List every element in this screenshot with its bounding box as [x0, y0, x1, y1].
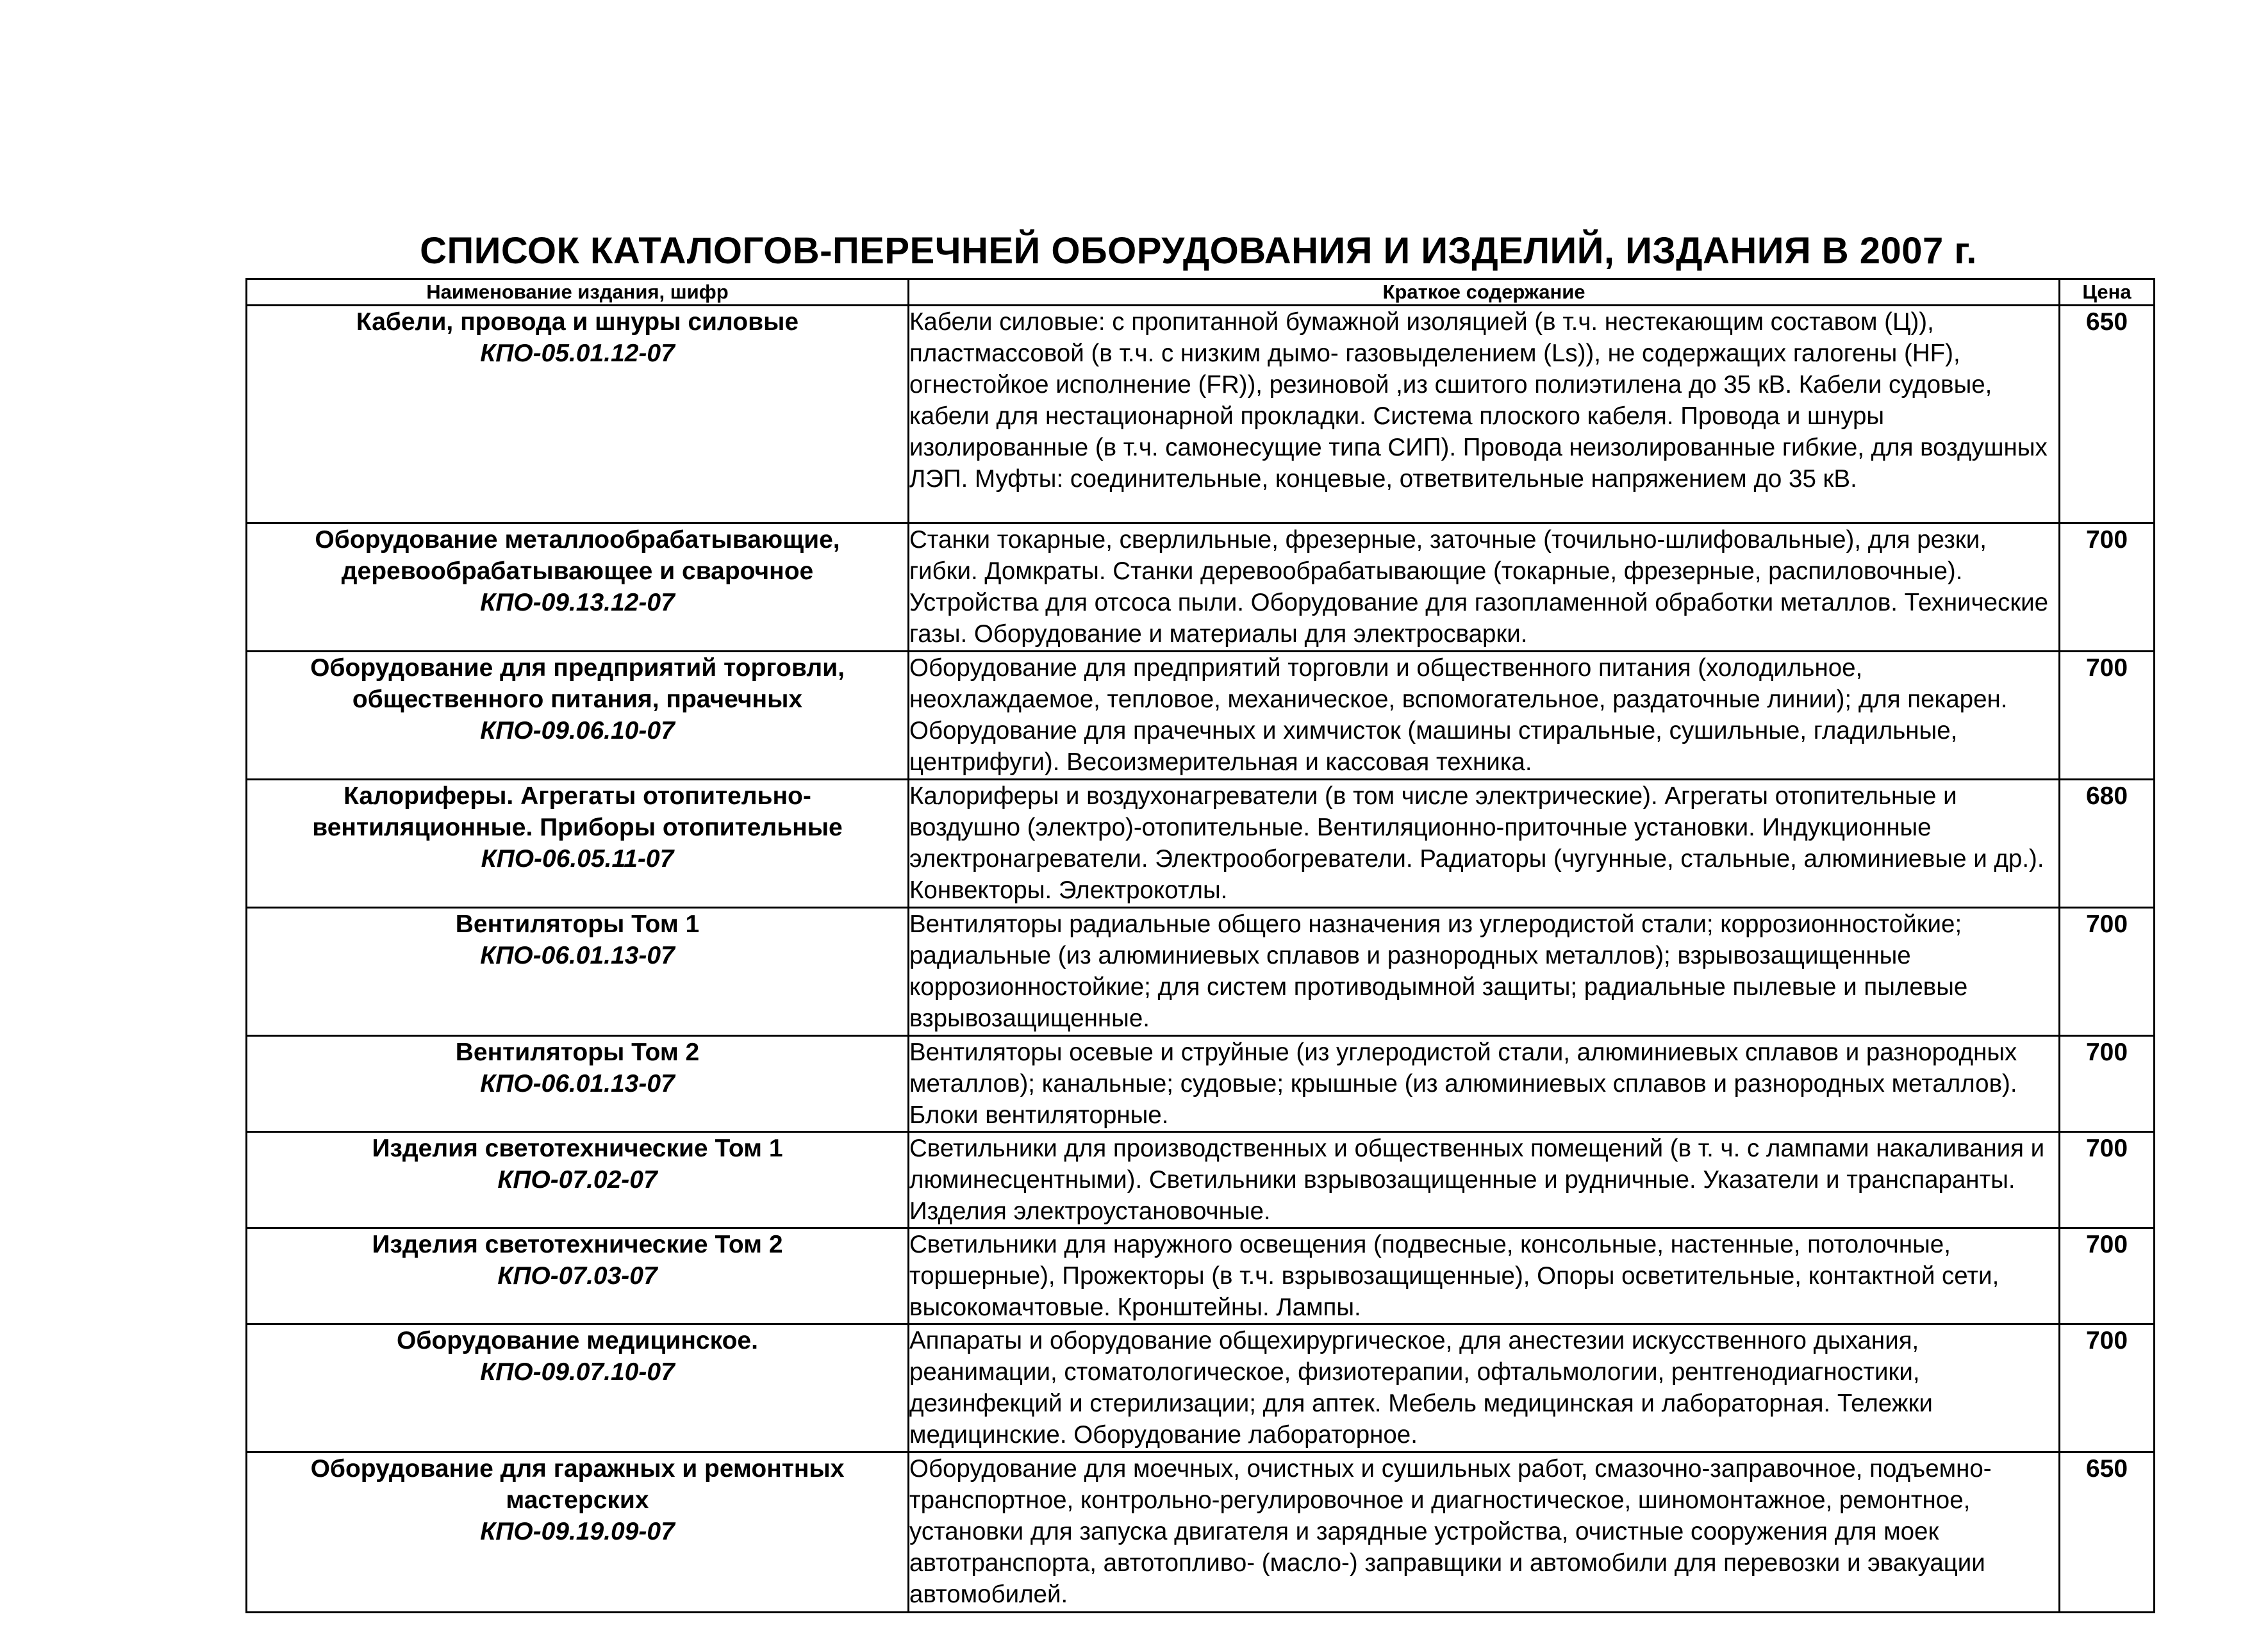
edition-price: 650: [2060, 306, 2155, 523]
edition-name-cell: [247, 1324, 909, 1452]
edition-price: 680: [2060, 780, 2155, 908]
edition-title: Вентиляторы Том 1: [455, 910, 700, 938]
edition-description: Калориферы и воздухонагреватели (в том числе электрические). Агрегаты отопительные и воздушно (электро)-отопительные. Вентиляционно-приточные установки. Индукционные электронагреватели. Электрообогреватели. Радиаторы (чугунные, стальные, алюминиевые и др.). Конвекторы. Электрокотлы.: [909, 780, 2060, 908]
table-header-row: [247, 279, 2155, 306]
header-description: Краткое содержание: [909, 279, 2060, 306]
edition-name-cell: [247, 1228, 909, 1324]
table-row: [247, 1132, 2155, 1228]
edition-title: Оборудование медицинское.: [397, 1327, 758, 1354]
edition-code: КПО-06.01.13-07: [480, 942, 675, 969]
edition-code: КПО-05.01.12-07: [480, 340, 675, 367]
edition-description: Светильники для производственных и общественных помещений (в т. ч. с лампами накаливания и люминесцентными). Светильники взрывозащищенные и рудничные. Указатели и транспаранты. Изделия электроустановочные.: [909, 1132, 2060, 1228]
edition-title: Оборудование металлообрабатывающие, деревообрабатывающее и сварочное: [315, 526, 840, 585]
catalog-table: [245, 278, 2155, 1613]
edition-price: 700: [2060, 1132, 2155, 1228]
table-row: [247, 1452, 2155, 1613]
edition-title: Вентиляторы Том 2: [455, 1039, 700, 1066]
edition-name-cell: [247, 306, 909, 523]
header-price: Цена: [2060, 279, 2155, 306]
edition-title: Калориферы. Агрегаты отопительно-вентиляционные. Приборы отопительные: [312, 782, 843, 841]
edition-description: Вентиляторы осевые и струйные (из углеродистой стали, алюминиевых сплавов и разнородных металлов); канальные; судовые; крышные (из алюминиевых сплавов и разнородных металлов). Блоки вентиляторные.: [909, 1036, 2060, 1132]
edition-description: Кабели силовые: с пропитанной бумажной изоляцией (в т.ч. нестекающим составом (Ц)), пластмассовой (в т.ч. с низким дымо- газовыделением (Ls)), не содержащих галогены (HF), огнестойкое исполнение (FR)), резиновой ,из сшитого полиэтилена до 35 кВ. Кабели судовые, кабели для нестационарной прокладки. Система плоского кабеля. Провода и шнуры изолированные (в т.ч. самонесущие типа СИП). Провода неизолированные гибкие, для воздушных ЛЭП. Муфты: соединительные, концевые, ответвительные напряжением до 35 кВ.: [909, 306, 2060, 523]
edition-code: КПО-09.07.10-07: [480, 1358, 675, 1386]
edition-description: Оборудование для предприятий торговли и общественного питания (холодильное, неохлаждаемое, тепловое, механическое, вспомогательное, раздаточные линии); для пекарен. Оборудование для прачечных и химчисток (машины стиральные, сушильные, гладильные, центрифуги). Весоизмерительная и кассовая техника.: [909, 652, 2060, 780]
edition-title: Изделия светотехнические Том 1: [372, 1135, 783, 1162]
edition-price: 700: [2060, 652, 2155, 780]
table-row: [247, 1228, 2155, 1324]
edition-description: Аппараты и оборудование общехирургическое, для анестезии искусственного дыхания, реанимации, стоматологическое, физиотерапии, офтальмологии, рентгенодиагностики, дезинфекций и стерилизации; для аптек. Мебель медицинская и лабораторная. Тележки медицинские. Оборудование лабораторное.: [909, 1324, 2060, 1452]
edition-code: КПО-07.03-07: [497, 1262, 658, 1290]
table-row: [247, 1324, 2155, 1452]
edition-title: Изделия светотехнические Том 2: [372, 1231, 783, 1258]
table-row: [247, 306, 2155, 523]
edition-price: 700: [2060, 1036, 2155, 1132]
edition-code: КПО-09.06.10-07: [480, 717, 675, 744]
table-row: [247, 652, 2155, 780]
edition-code: КПО-06.05.11-07: [481, 845, 674, 873]
table-row: [247, 1036, 2155, 1132]
edition-code: КПО-07.02-07: [497, 1166, 658, 1194]
edition-description: Светильники для наружного освещения (подвесные, консольные, настенные, потолочные, торшерные), Прожекторы (в т.ч. взрывозащищенные), Опоры осветительные, контактной сети, высокомачтовые. Кронштейны. Лампы.: [909, 1228, 2060, 1324]
edition-title: Кабели, провода и шнуры силовые: [356, 308, 799, 336]
edition-name-cell: [247, 1452, 909, 1613]
edition-title: Оборудование для предприятий торговли, общественного питания, прачечных: [310, 654, 845, 713]
edition-code: КПО-09.13.12-07: [480, 589, 675, 616]
edition-name-cell: [247, 1036, 909, 1132]
edition-price: 700: [2060, 1324, 2155, 1452]
edition-name-cell: [247, 652, 909, 780]
header-name: Наименование издания, шифр: [247, 279, 909, 306]
edition-name-cell: [247, 780, 909, 908]
edition-code: КПО-06.01.13-07: [480, 1070, 675, 1098]
table-row: [247, 908, 2155, 1036]
edition-price: 650: [2060, 1452, 2155, 1613]
edition-description: Оборудование для моечных, очистных и сушильных работ, смазочно-заправочное, подъемно-транспортное, контрольно-регулировочное и диагностическое, шиномонтажное, ремонтное, установки для запуска двигателя и зарядные устройства, очистные сооружения для моек автотранспорта, автотопливо- (масло-) заправщики и автомобили для перевозки и эвакуации автомобилей.: [909, 1452, 2060, 1613]
edition-description: Станки токарные, сверлильные, фрезерные, заточные (точильно-шлифовальные), для резки, гибки. Домкраты. Станки деревообрабатывающие (токарные, фрезерные, распиловочные). Устройства для отсоса пыли. Оборудование для газопламенной обработки металлов. Технические газы. Оборудование и материалы для электросварки.: [909, 523, 2060, 652]
edition-price: 700: [2060, 523, 2155, 652]
edition-code: КПО-09.19.09-07: [480, 1518, 675, 1545]
edition-description: Вентиляторы радиальные общего назначения из углеродистой стали; коррозионностойкие; радиальные (из алюминиевых сплавов и разнородных металлов); взрывозащищенные коррозионностойкие; для систем противодымной защиты; радиальные пылевые и пылевые взрывозащищенные.: [909, 908, 2060, 1036]
edition-name-cell: [247, 523, 909, 652]
table-row: [247, 780, 2155, 908]
page-title: СПИСОК КАТАЛОГОВ-ПЕРЕЧНЕЙ ОБОРУДОВАНИЯ И ИЗДЕЛИЙ, ИЗДАНИЯ В 2007 г.: [420, 230, 1977, 272]
edition-title: Оборудование для гаражных и ремонтных мастерских: [310, 1455, 845, 1514]
edition-price: 700: [2060, 908, 2155, 1036]
edition-name-cell: [247, 908, 909, 1036]
edition-name-cell: [247, 1132, 909, 1228]
edition-price: 700: [2060, 1228, 2155, 1324]
table-row: [247, 523, 2155, 652]
